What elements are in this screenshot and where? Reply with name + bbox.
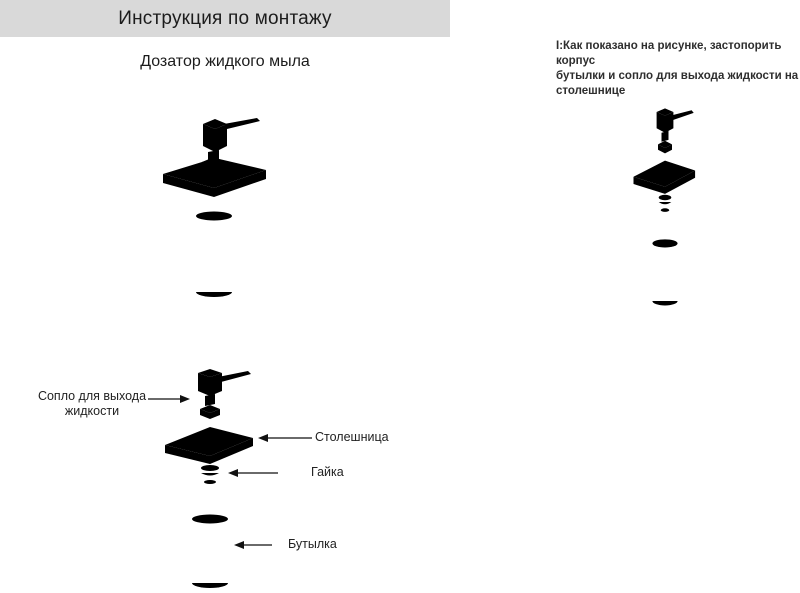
instruction-text bbox=[556, 39, 800, 99]
arrow-left-icon bbox=[258, 433, 312, 443]
nut-label: Гайка bbox=[311, 465, 344, 479]
arrow-left-icon bbox=[234, 540, 272, 550]
arrow-right-icon bbox=[148, 394, 190, 404]
exploded-dispenser-diagram-small bbox=[630, 103, 700, 310]
page-title: Инструкция по монтажу bbox=[118, 8, 332, 29]
page-subtitle: Дозатор жидкого мыла bbox=[140, 53, 310, 70]
instruction-line-2: бутылки и сопло для выхода жидкости на bbox=[556, 70, 799, 82]
nozzle-label bbox=[36, 389, 148, 419]
countertop-label: Столешница bbox=[315, 430, 389, 444]
nozzle-label-line-1: Сопло для выхода bbox=[37, 389, 147, 403]
instruction-line-1: I:Как показано на рисунке, застопорить корпус bbox=[556, 40, 782, 67]
bottle-label: Бутылка bbox=[288, 537, 337, 551]
assembled-dispenser-diagram bbox=[158, 112, 268, 302]
arrow-left-icon bbox=[228, 468, 278, 478]
nozzle-label-line-2: жидкости bbox=[64, 404, 120, 418]
instruction-line-3: столешнице bbox=[556, 85, 626, 97]
